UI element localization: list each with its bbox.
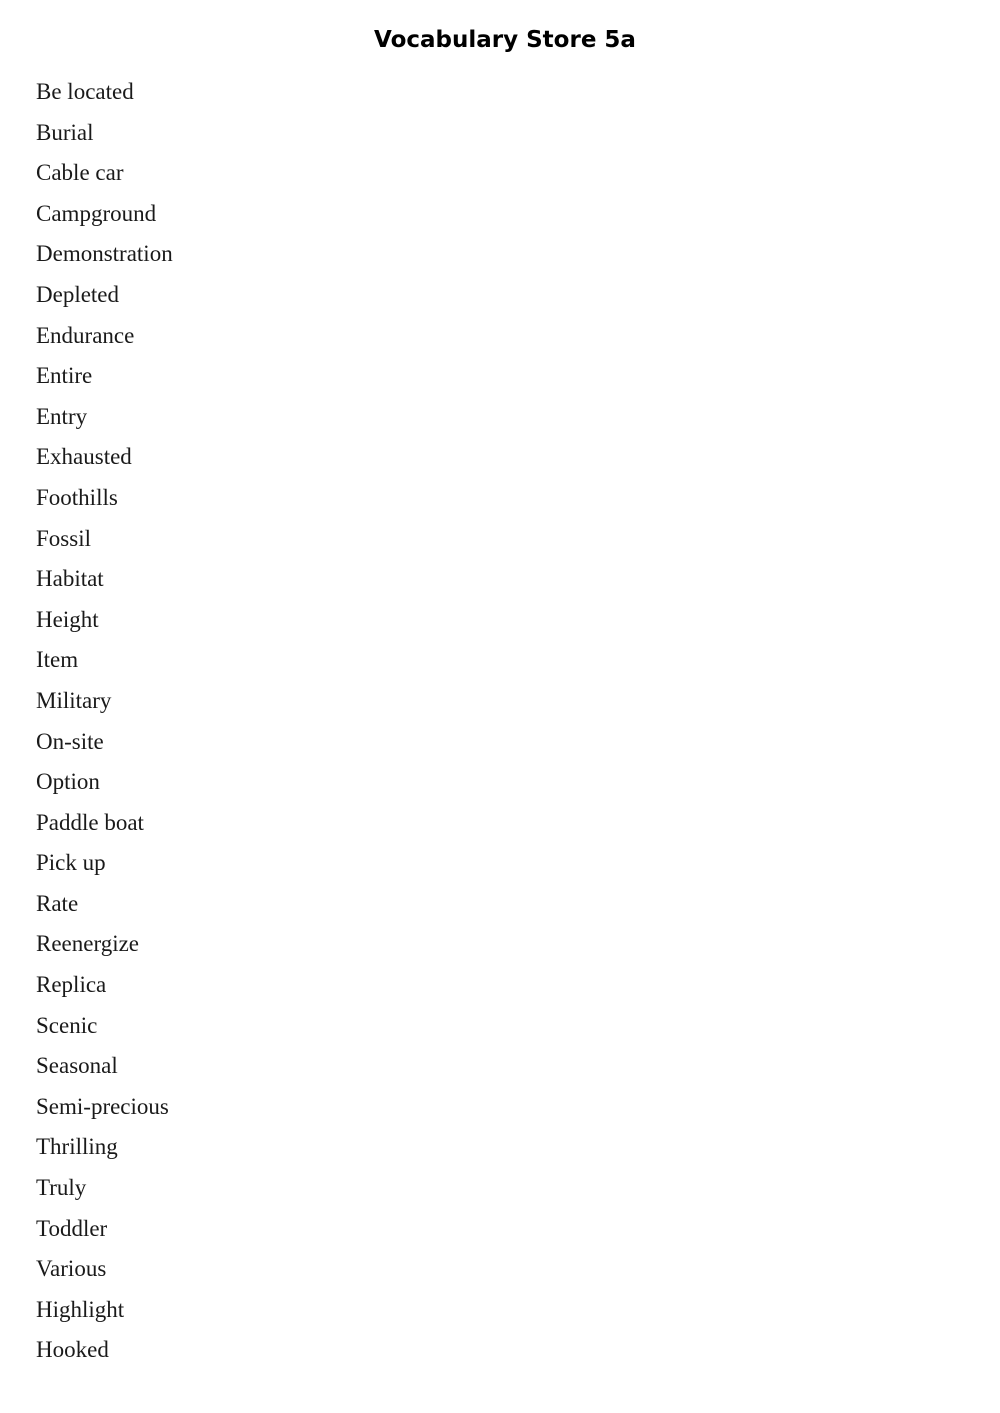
vocabulary-item: Burial	[36, 119, 94, 145]
vocabulary-item: Habitat	[36, 566, 104, 592]
vocabulary-item: Item	[36, 647, 79, 673]
vocabulary-item: Replica	[36, 972, 107, 998]
vocabulary-item: Campground	[36, 200, 157, 226]
vocabulary-item: Fossil	[36, 525, 91, 551]
vocabulary-item: Demonstration	[36, 241, 173, 267]
vocabulary-item: Military	[36, 687, 112, 713]
vocabulary-item: Highlight	[36, 1296, 125, 1322]
vocabulary-list	[36, 75, 173, 1374]
vocabulary-item: On-site	[36, 728, 104, 754]
vocabulary-item: Entire	[36, 363, 93, 389]
vocabulary-item: Foothills	[36, 484, 118, 510]
vocabulary-item: Reenergize	[36, 931, 140, 957]
vocabulary-item: Truly	[36, 1175, 87, 1201]
vocabulary-item: Be located	[36, 79, 134, 104]
vocabulary-item: Depleted	[36, 281, 120, 307]
vocabulary-item: Cable car	[36, 160, 124, 186]
vocabulary-item: Exhausted	[36, 444, 132, 470]
page-title: Vocabulary Store 5a	[374, 27, 636, 53]
vocabulary-item: Scenic	[36, 1012, 98, 1038]
vocabulary-item: Entry	[36, 403, 88, 429]
vocabulary-item: Endurance	[36, 322, 135, 348]
vocabulary-item: Pick up	[36, 850, 106, 876]
vocabulary-item: Height	[36, 606, 99, 632]
vocabulary-item: Rate	[36, 890, 79, 916]
vocabulary-item: Toddler	[36, 1215, 108, 1241]
vocabulary-item: Option	[36, 769, 100, 795]
vocabulary-item: Paddle boat	[36, 809, 144, 835]
vocabulary-item: Thrilling	[36, 1134, 118, 1160]
vocabulary-item: Various	[36, 1256, 107, 1282]
vocabulary-item: Seasonal	[36, 1053, 118, 1079]
vocabulary-item: Hooked	[36, 1337, 109, 1363]
vocabulary-item: Semi-precious	[36, 1093, 169, 1119]
